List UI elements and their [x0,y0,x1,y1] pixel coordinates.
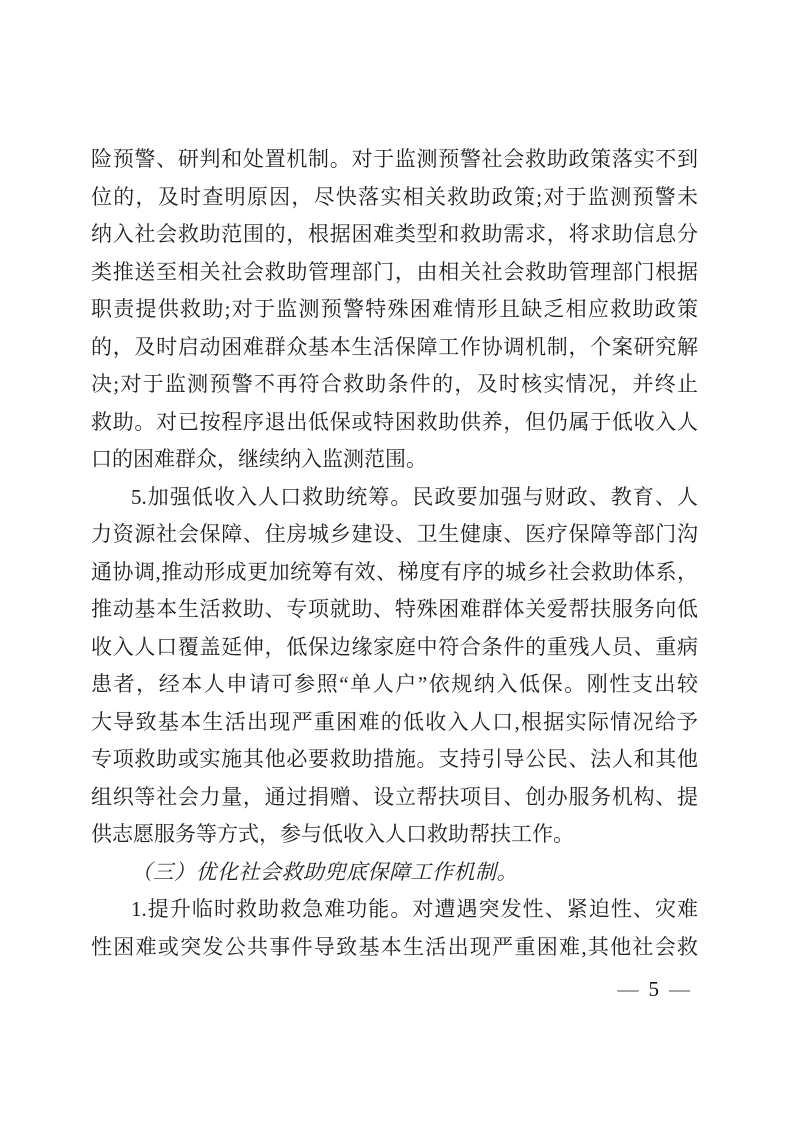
text-line: 大导致基本生活出现严重困难的低收入人口,根据实际情况给予 [91,709,698,734]
page-number-dash-right: — [669,977,690,1001]
paragraph [91,891,698,966]
document-body [91,141,698,966]
text-line: 险预警、研判和处置机制。对于监测预警社会救助政策落实不到 [91,147,698,171]
text-line: 职责提供救助;对于监测预警特殊困难情形且缺乏相应救助政策 [91,297,698,321]
text-line: 位的，及时查明原因，尽快落实相关救助政策;对于监测预警未 [91,184,698,209]
text-line: 性困难或突发公共事件导致基本生活出现严重困难,其他社会救 [91,934,698,959]
text-line: 的，及时启动困难群众基本生活保障工作协调机制，个案研究解 [91,334,698,359]
text-line: 专项救助或实施其他必要救助措施。支持引导公民、法人和其他 [91,747,698,771]
text-line: 救助。对已按程序退出低保或特困救助供养，但仍属于低收入人 [91,409,698,434]
text-line: 推动基本生活救助、专项就助、特殊困难群体关爱帮扶服务向低 [91,597,698,621]
text-line: 通协调,推动形成更加统筹有效、梯度有序的城乡社会救助体系， [91,559,698,584]
page-number-value: 5 [648,977,659,1001]
paragraph [91,479,698,854]
text-line: 供志愿服务等方式，参与低收入人口救助帮扶工作。 [91,822,574,846]
page-number-dash-left: — [617,977,639,1001]
heading-line: （三）优化社会救助兜底保障工作机制。 [131,859,518,884]
text-line: 收入人口覆盖延伸，低保边缘家庭中符合条件的重残人员、重病 [91,634,698,659]
text-line: 力资源社会保障、住房城乡建设、卫生健康、医疗保障等部门沟 [91,522,698,546]
text-line: 口的困难群众，继续纳入监测范围。 [91,447,427,471]
section-heading [91,854,698,892]
text-line: 5.加强低收入人口救助统筹。民政要加强与财政、教育、人 [131,484,698,509]
text-line: 纳入社会救助范围的，根据困难类型和救助需求，将求助信息分 [91,222,698,246]
text-line: 患者，经本人申请可参照“单人户”依规纳入低保。刚性支出较 [91,672,698,696]
text-line: 组织等社会力量，通过捐赠、设立帮扶项目、创办服务机构、提 [91,784,698,809]
text-line: 类推送至相关社会救助管理部门，由相关社会救助管理部门根据 [91,259,698,284]
text-line: 1.提升临时救助救急难功能。对遭遇突发性、紧迫性、灾难 [131,897,698,921]
paragraph [91,141,698,479]
text-line: 决;对于监测预警不再符合救助条件的，及时核实情况，并终止 [91,372,698,396]
page-number [611,976,698,1002]
